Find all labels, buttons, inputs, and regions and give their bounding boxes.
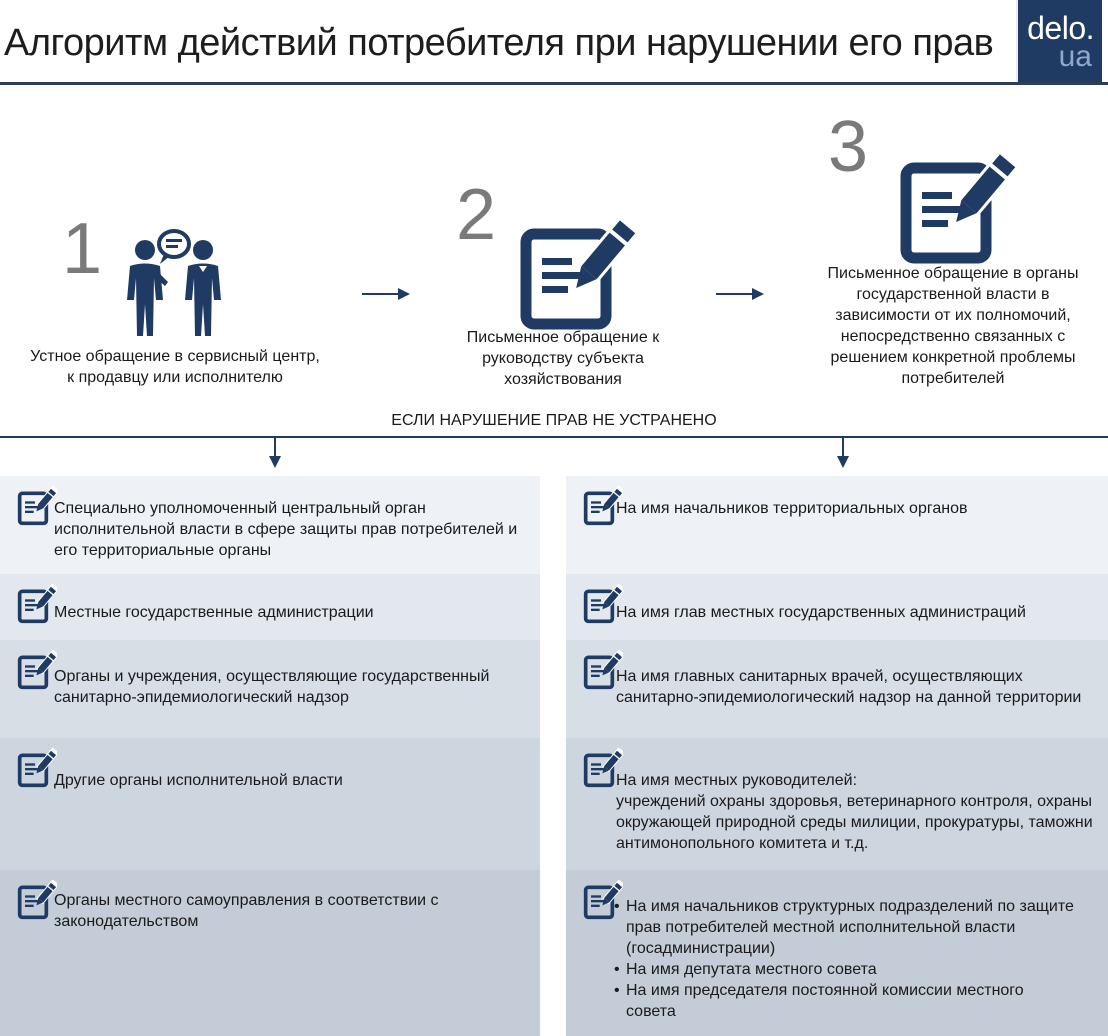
header bbox=[0, 0, 1108, 86]
condition-label bbox=[0, 412, 1108, 430]
document-pen-icon bbox=[16, 584, 58, 624]
bullet-item: • На имя председателя постоянной комиссии местного совета bbox=[614, 980, 1074, 1022]
list-item bbox=[566, 476, 1108, 574]
list-item-text: На имя главных санитарных врачей, осуществляющих санитарно-эпидемиологический надзор на данной территории bbox=[616, 668, 1082, 706]
step-1-number: 1 bbox=[62, 209, 103, 289]
page-title: Алгоритм действий потребителя при нарушении его прав bbox=[4, 22, 994, 64]
step-3-text: Письменное обращение в органы государственной власти в зависимости от их полномочий, непосредственно связанных с решением конкретной проблемы потребителей bbox=[827, 265, 1079, 387]
logo-text-top: delo. bbox=[1027, 10, 1094, 46]
list-item-body: учреждений охраны здоровья, ветеринарного контроля, охраны окружающей природной среды милиции, прокуратуры, таможни антимонопольного комитета и т.д. bbox=[616, 793, 1093, 852]
condition-divider bbox=[0, 436, 1108, 438]
arrow-down-icon bbox=[268, 438, 282, 468]
condition-text: ЕСЛИ НАРУШЕНИЕ ПРАВ НЕ УСТРАНЕНО bbox=[391, 412, 717, 429]
list-item-text bbox=[616, 770, 1102, 854]
list-item-text: Другие органы исполнительной власти bbox=[54, 772, 343, 789]
list-item bbox=[566, 640, 1108, 738]
document-pen-icon bbox=[16, 486, 58, 526]
document-pen-icon bbox=[16, 650, 58, 690]
list-item-heading: На имя местных руководителей: bbox=[616, 772, 858, 789]
bullet-item: • На имя начальников структурных подразделений по защите прав потребителей местной исполнительной власти (госадминистрации) bbox=[614, 896, 1074, 959]
logo-text-bottom: ua bbox=[1058, 40, 1092, 73]
list-item bbox=[0, 574, 540, 640]
document-pen-icon bbox=[518, 212, 638, 332]
list-item bbox=[0, 476, 540, 574]
list-item bbox=[0, 738, 540, 870]
list-item-text: На имя глав местных государственных администраций bbox=[616, 604, 1026, 621]
document-pen-icon bbox=[16, 880, 58, 920]
arrow-right-icon bbox=[716, 288, 764, 300]
list-item bbox=[566, 738, 1108, 870]
step-3-number: 3 bbox=[828, 107, 869, 187]
step-2-text: Письменное обращение к руководству субъекта хозяйствования bbox=[466, 329, 660, 388]
logo bbox=[1016, 0, 1102, 82]
list-item bbox=[0, 640, 540, 738]
list-item-text: На имя начальников территориальных органов bbox=[616, 500, 968, 517]
people-talking-icon bbox=[118, 228, 228, 340]
right-column bbox=[566, 476, 1108, 1036]
list-item bbox=[0, 870, 540, 1036]
arrow-down-icon bbox=[836, 438, 850, 468]
list-item-text: Органы и учреждения, осуществляющие государственный санитарно-эпидемиологический надзор bbox=[54, 668, 490, 706]
list-item-text: Специально уполномоченный центральный орган исполнительной власти в сфере защиты прав потребителей и его территориальные органы bbox=[54, 500, 518, 559]
document-pen-icon bbox=[16, 748, 58, 788]
list-item-text: Местные государственные администрации bbox=[54, 604, 374, 621]
document-pen-icon bbox=[898, 146, 1018, 266]
header-divider bbox=[0, 82, 1108, 85]
list-item bbox=[566, 574, 1108, 640]
step-2-number: 2 bbox=[456, 175, 497, 255]
bullet-item: • На имя депутата местного совета bbox=[614, 959, 1074, 980]
bullet-list bbox=[614, 896, 1074, 1022]
arrow-right-icon bbox=[362, 288, 410, 300]
list-item-text: Органы местного самоуправления в соответствии с законодательством bbox=[54, 892, 439, 930]
left-column bbox=[0, 476, 540, 1036]
list-item bbox=[566, 870, 1108, 1036]
step-1-text: Устное обращение в сервисный центр, к продавцу или исполнителю bbox=[30, 348, 320, 386]
